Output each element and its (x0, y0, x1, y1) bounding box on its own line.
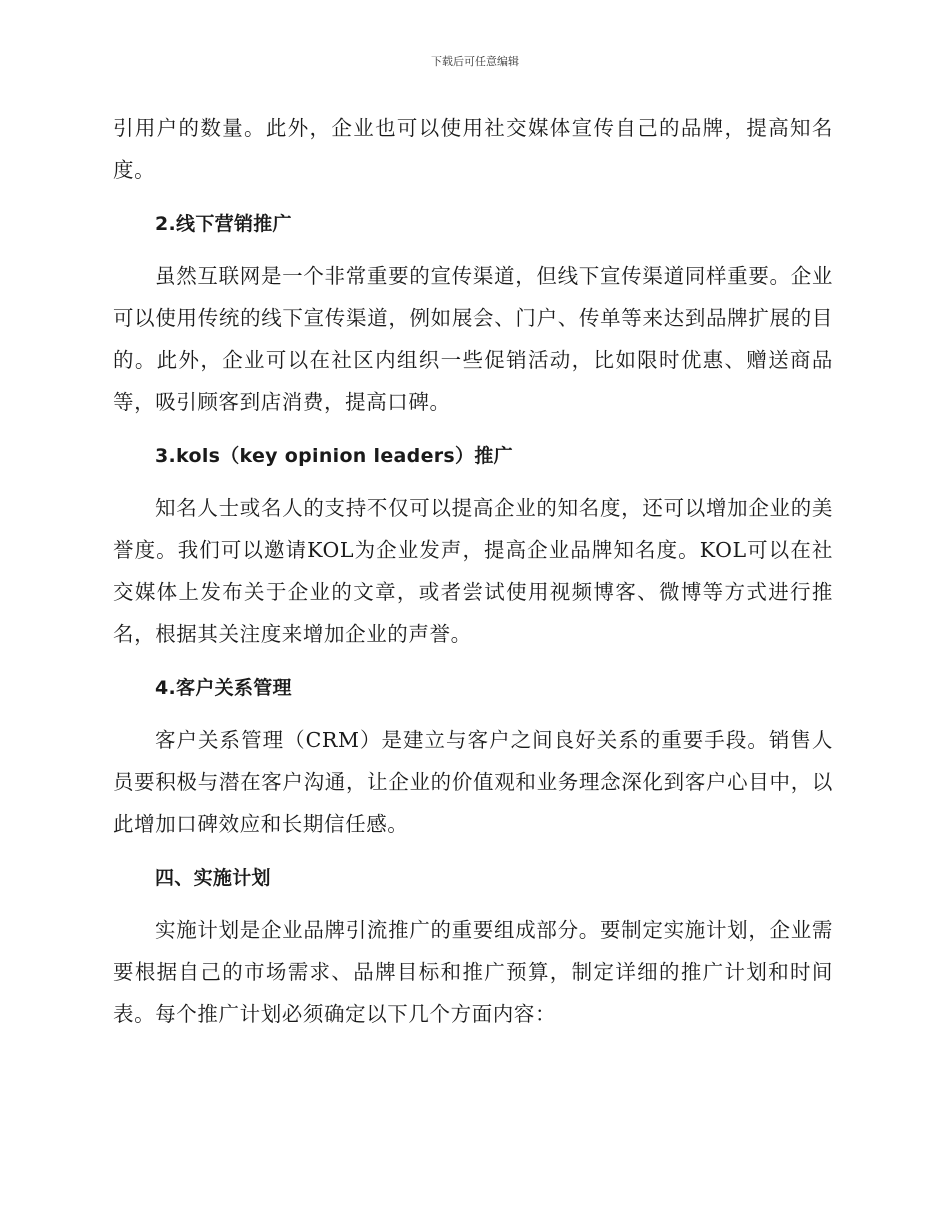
paragraph-kols: 知名人士或名人的支持不仅可以提高企业的知名度，还可以增加企业的美誉度。我们可以邀请KOL为企业发声，提高企业品牌知名度。KOL可以在社交媒体上发布关于企业的文章，或者尝试使用视频博客、微博等方式进行推名，根据其关注度来增加企业的声誉。 (113, 496, 833, 646)
paragraph-continuation: 引用户的数量。此外，企业也可以使用社交媒体宣传自己的品牌，提高知名度。 (113, 116, 833, 182)
page-header: 下载后可任意编辑 (431, 55, 519, 68)
document-body (113, 107, 833, 1035)
paragraph-offline-marketing: 虽然互联网是一个非常重要的宣传渠道，但线下宣传渠道同样重要。企业可以使用传统的线下宣传渠道，例如展会、门户、传单等来达到品牌扩展的目的。此外，企业可以在社区内组织一些促销活动，比如限时优惠、赠送商品等，吸引顾客到店消费，提高口碑。 (113, 264, 833, 414)
paragraph-implementation-plan: 实施计划是企业品牌引流推广的重要组成部分。要制定实施计划，企业需要根据自己的市场需求、品牌目标和推广预算，制定详细的推广计划和时间表。每个推广计划必须确定以下几个方面内容： (113, 918, 833, 1026)
paragraph-crm: 客户关系管理（CRM）是建立与客户之间良好关系的重要手段。销售人员要积极与潜在客户沟通，让企业的价值观和业务理念深化到客户心目中，以此增加口碑效应和长期信任感。 (113, 728, 833, 836)
heading-implementation-plan: 四、实施计划 (155, 867, 271, 889)
heading-crm: 4.客户关系管理 (155, 677, 292, 699)
heading-kols: 3.kols（key opinion leaders）推广 (155, 445, 513, 467)
heading-offline-marketing: 2.线下营销推广 (155, 213, 292, 235)
